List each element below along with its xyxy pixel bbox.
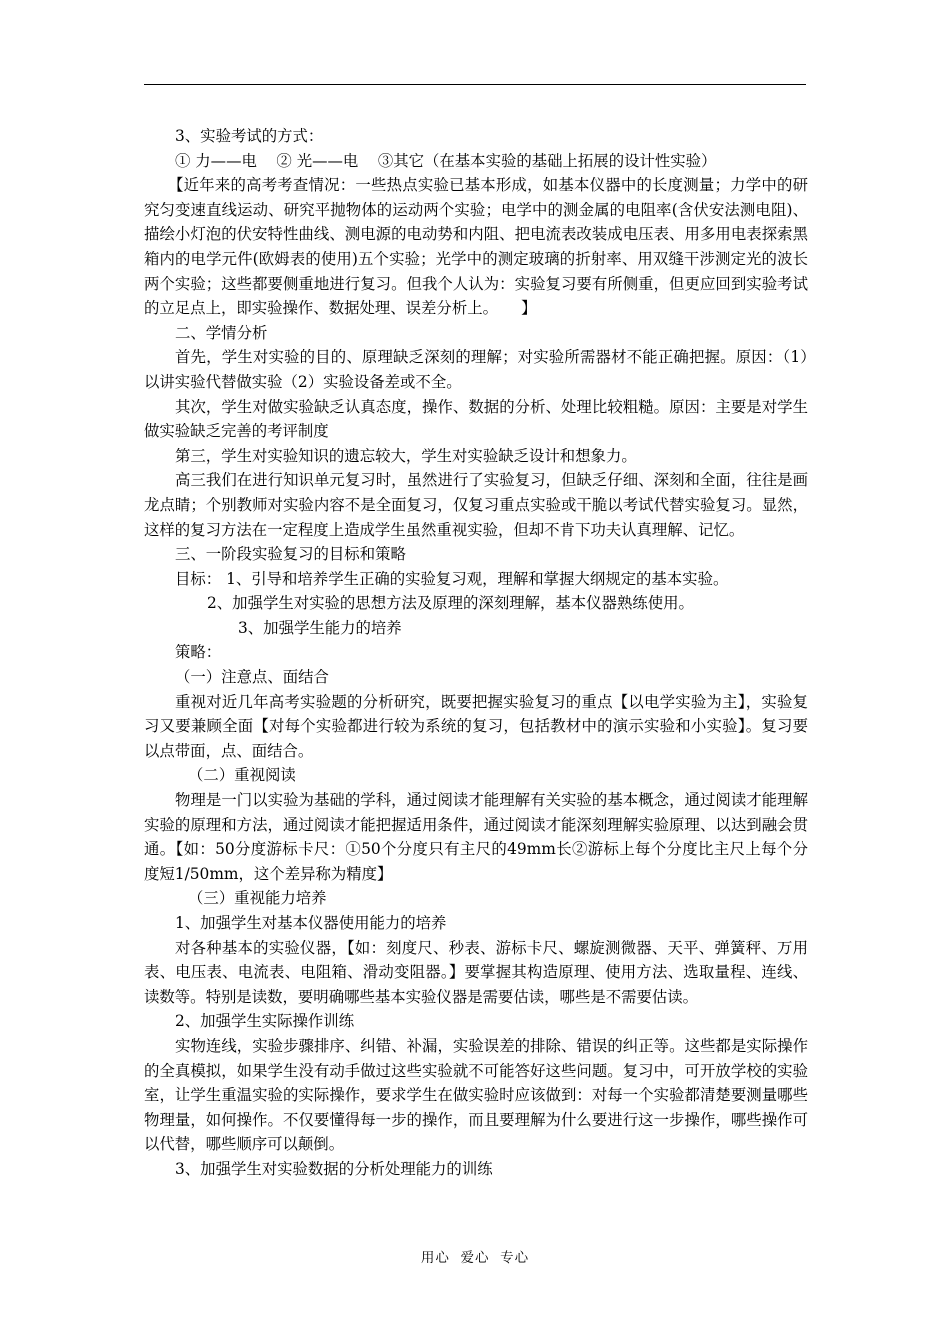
section-heading: 三、一阶段实验复习的目标和策略: [175, 545, 406, 564]
paragraph: ① 力——电 ② 光——电 ③其它（在基本实验的基础上拓展的设计性实验）: [175, 151, 717, 170]
paragraph: 3、实验考试的方式：: [175, 127, 324, 145]
paragraph: 1、加强学生对基本仪器使用能力的培养: [175, 914, 447, 932]
subsection-heading: （一）注意点、面结合: [175, 668, 329, 687]
paragraph: 高三我们在进行知识单元复习时，虽然进行了实验复习，但缺乏仔细、深刻和全面，往往是画龙点睛；个别教师对实验内容不是全面复习，仅复习重点实验或干脆以考试代替实验复习。显然，这样的复习方法在一定程度上造成学生虽然重视实验，但却不肯下功夫认真理解、记忆。: [144, 471, 808, 539]
paragraph: 3、加强学生对实验数据的分析处理能力的训练: [175, 1159, 493, 1178]
paragraph: 3、加强学生能力的培养: [238, 618, 402, 637]
paragraph: 对各种基本的实验仪器，【如：刻度尺、秒表、游标卡尺、螺旋测微器、天平、弹簧秤、万用表、电压表、电流表、电阻箱、滑动变阻器。】要掌握其构造原理、使用方法、选取量程、连线、读数等。特别是读数，要明确哪些基本实验仪器是需要估读，哪些是不需要估读。: [144, 938, 808, 1006]
paragraph: 实物连线，实验步骤排序、纠错、补漏，实验误差的排除、错误的纠正等。这些都是实际操作的全真模拟，如果学生没有动手做过这些实验就不可能答好这些问题。复习中，可开放学校的实验室，让学生重温实验的实际操作，要求学生在做实验时应该做到：对每一个实验都清楚要测量哪些物理量，如何操作。不仅要懂得每一步的操作，而且要理解为什么要进行这一步操作，哪些操作可以代替，哪些顺序可以颠倒。: [144, 1036, 808, 1154]
document-body: [144, 124, 808, 1182]
paragraph: 2、加强学生实际操作训练: [175, 1012, 355, 1031]
paragraph: 物理是一门以实验为基础的学科，通过阅读才能理解有关实验的基本概念，通过阅读才能理解实验的原理和方法，通过阅读才能把握适用条件，通过阅读才能深刻理解实验原理、以达到融会贯通。【如：50分度游标卡尺：①50个分度只有主尺的49mm长②游标上每个分度比主尺上每个分度短1/50mm，这个差异称为精度】: [144, 791, 808, 883]
paragraph: 重视对近几年高考实验题的分析研究，既要把握实验复习的重点【以电学实验为主】，实验复习又要兼顾全面【对每个实验都进行较为系统的复习，包括教材中的演示实验和小实验】。复习要以点带面，点、面结合。: [144, 692, 808, 760]
section-heading: 二、学情分析: [175, 323, 268, 342]
paragraph: 其次，学生对做实验缺乏认真态度，操作、数据的分析、处理比较粗糙。原因：主要是对学生做实验缺乏完善的考评制度: [144, 397, 808, 441]
paragraph: 2、加强学生对实验的思想方法及原理的深刻理解，基本仪器熟练使用。: [207, 594, 694, 613]
paragraph: 目标： 1、引导和培养学生正确的实验复习观，理解和掌握大纲规定的基本实验。: [175, 569, 729, 588]
paragraph: 第三，学生对实验知识的遗忘较大，学生对实验缺乏设计和想象力。: [175, 446, 637, 465]
page-footer: 用心 爱心 专心: [420, 1250, 530, 1266]
header-rule: [144, 84, 806, 85]
paragraph: 首先，学生对实验的目的、原理缺乏深刻的理解；对实验所需器材不能正确把握。原因：（1）以讲实验代替做实验（2）实验设备差或不全。: [144, 348, 808, 391]
paragraph: 策略：: [175, 643, 222, 662]
subsection-heading: （二）重视阅读: [188, 766, 296, 785]
paragraph: 【近年来的高考考查情况：一些热点实验已基本形成，如基本仪器中的长度测量；力学中的研究匀变速直线运动、研究平抛物体的运动两个实验；电学中的测金属的电阻率(含伏安法测电阻)、描绘小灯泡的伏安特性曲线、测电源的电动势和内阻、把电流表改装成电压表、用多用电表探索黑箱内的电学元件(欧姆表的使用)五个实验；光学中的测定玻璃的折射率、用双缝干涉测定光的波长两个实验；这些都要侧重地进行复习。但我个人认为：实验复习要有所侧重，但更应回到实验考试的立足点上，即实验操作、数据处理、误差分析上。 】: [144, 176, 808, 318]
subsection-heading: （三）重视能力培养: [188, 889, 327, 908]
